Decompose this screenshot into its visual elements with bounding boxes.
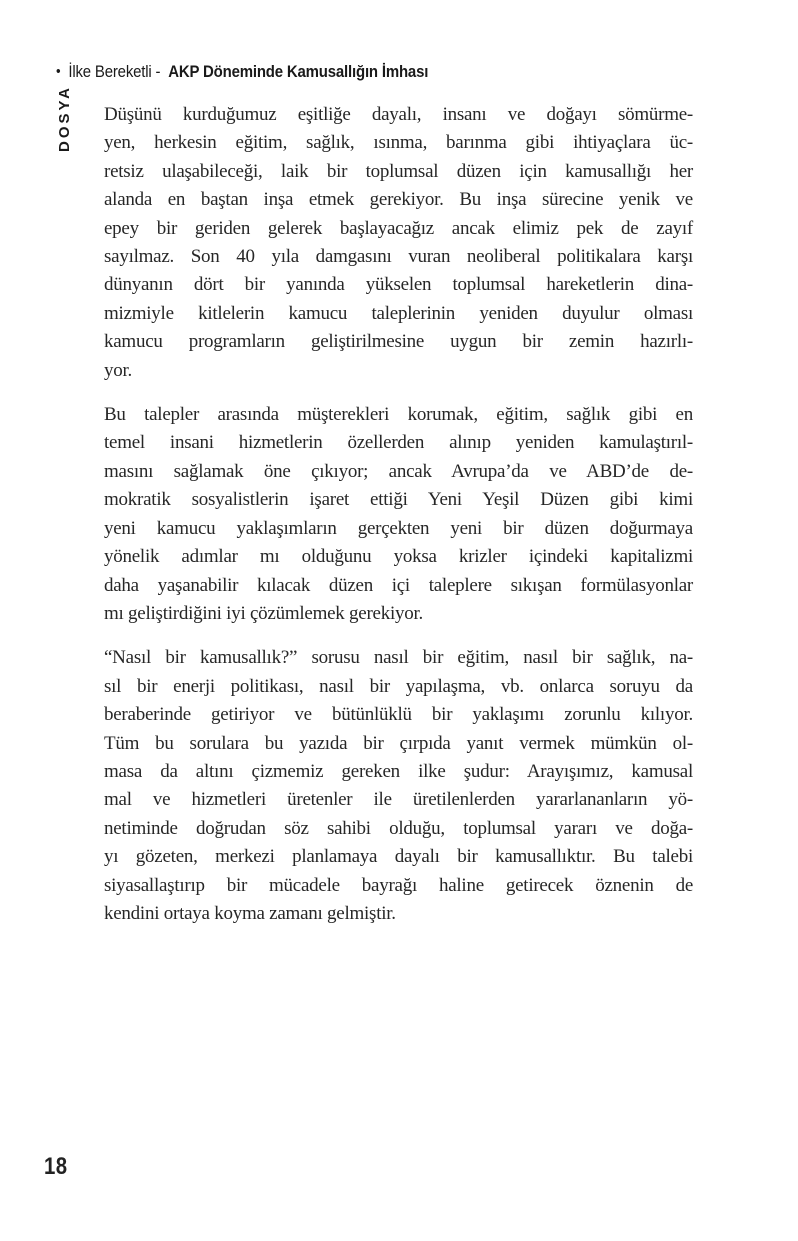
text-line: epey bir geriden gelerek başlayacağız ancak elimiz pek de zayıf bbox=[104, 217, 693, 239]
text-line: Tüm bu sorulara bu yazıda bir çırpıda yanıt vermek mümkün ol- bbox=[104, 732, 693, 754]
article-body bbox=[104, 101, 693, 928]
text-line: alanda en baştan inşa etmek gerekiyor. Bu inşa sürecine yenik ve bbox=[104, 189, 693, 211]
article-header bbox=[56, 62, 428, 82]
text-line: netiminde doğrudan söz sahibi olduğu, toplumsal yararı ve doğa- bbox=[104, 817, 693, 839]
text-line: kendini ortaya koyma zamanı gelmiştir. bbox=[104, 902, 396, 924]
section-label-dosya: DOSYA bbox=[56, 85, 73, 152]
text-line: kamucu programların geliştirilmesine uygun bir zemin hazırlı- bbox=[104, 331, 693, 353]
text-line: yönelik adımlar mı olduğunu yoksa krizler içindeki kapitalizmi bbox=[104, 546, 693, 568]
paragraph bbox=[104, 644, 693, 928]
bullet-icon: • bbox=[56, 63, 61, 80]
text-line: dünyanın dört bir yanında yükselen toplumsal hareketlerin dina- bbox=[104, 274, 693, 296]
text-line: mal ve hizmetleri üretenler ile üretilenlerden yararlananların yö- bbox=[104, 789, 693, 811]
text-line: sayılmaz. Son 40 yıla damgasını vuran neoliberal politikalara karşı bbox=[104, 246, 693, 268]
text-line: masını sağlamak öne çıkıyor; ancak Avrupa’da ve ABD’de de- bbox=[104, 460, 693, 482]
paragraph bbox=[104, 101, 693, 385]
text-line: retsiz ulaşabileceği, laik bir toplumsal düzen için kamusallığı her bbox=[104, 160, 693, 182]
paragraph bbox=[104, 401, 693, 628]
text-line: sıl bir enerji politikası, nasıl bir yapılaşma, vb. onlarca soruyu da bbox=[104, 675, 693, 697]
text-line: mokratik sosyalistlerin işaret ettiği Yeni Yeşil Düzen gibi kimi bbox=[104, 489, 693, 511]
text-line: yor. bbox=[104, 359, 133, 381]
article-title: AKP Döneminde Kamusallığın İmhası bbox=[168, 62, 429, 81]
text-line: Bu talepler arasında müşterekleri korumak, eğitim, sağlık gibi en bbox=[104, 404, 693, 426]
text-line: beraberinde getiriyor ve bütünlüklü bir yaklaşımı zorunlu kılıyor. bbox=[104, 704, 693, 726]
text-line: “Nasıl bir kamusallık?” sorusu nasıl bir eğitim, nasıl bir sağlık, na- bbox=[104, 647, 693, 669]
text-line: mizmiyle kitlelerin kamucu taleplerinin yeniden duyulur olması bbox=[104, 302, 693, 324]
page-number: 18 bbox=[44, 1153, 68, 1180]
text-line: daha yaşanabilir kılacak düzen içi taleplere sıkışan formülasyonlar bbox=[104, 574, 693, 596]
text-line: mı geliştirdiğini iyi çözümlemek gerekiyor. bbox=[104, 602, 424, 624]
text-line: siyasallaştırıp bir mücadele bayrağı haline getirecek öznenin de bbox=[104, 874, 693, 896]
text-line: temel insani hizmetlerin özellerden alınıp yeniden kamulaştırıl- bbox=[104, 432, 693, 454]
text-line: yeni kamucu yaklaşımların gerçekten yeni bir düzen doğurmaya bbox=[104, 517, 693, 539]
text-line: masa da altını çizmemiz gereken ilke şudur: Arayışımız, kamusal bbox=[104, 760, 693, 782]
author-name: İlke Bereketli - bbox=[68, 62, 161, 81]
text-line: Düşünü kurduğumuz eşitliğe dayalı, insanı ve doğayı sömürme- bbox=[104, 104, 693, 125]
text-line: yı gözeten, merkezi planlamaya dayalı bir kamusallıktır. Bu talebi bbox=[104, 846, 693, 868]
text-line: yen, herkesin eğitim, sağlık, ısınma, barınma gibi ihtiyaçlara üc- bbox=[104, 132, 693, 154]
